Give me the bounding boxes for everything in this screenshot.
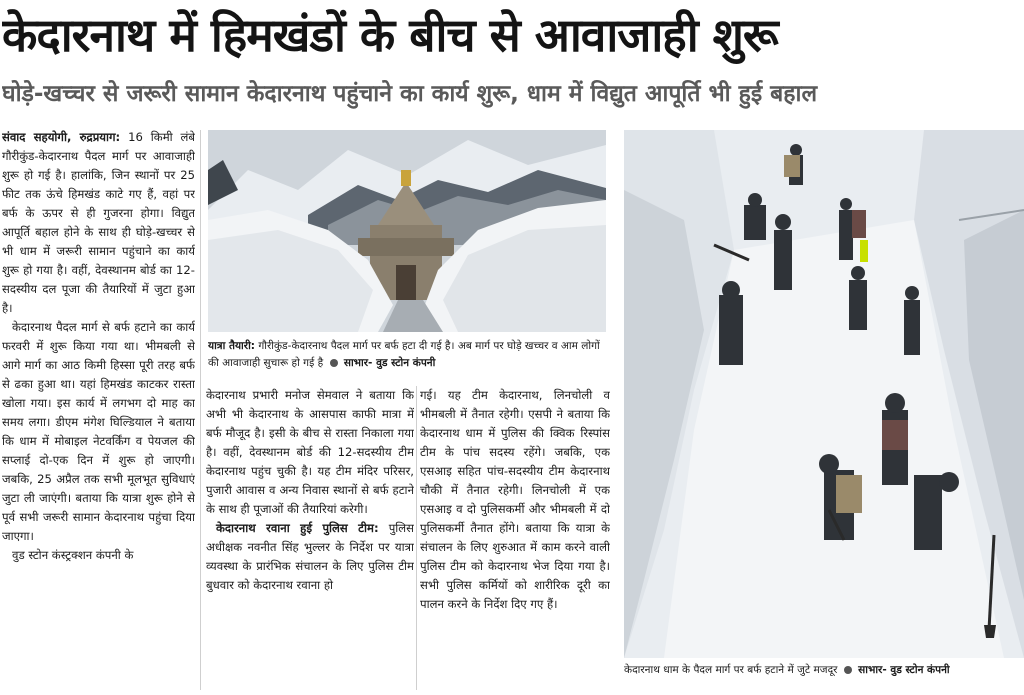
headline: केदारनाथ में हिमखंडों के बीच से आवाजाही शुरू (2, 8, 778, 62)
column2-para2-text: पुलिस अधीक्षक नवनीत सिंह भुल्लर के निर्देश पर यात्रा व्यवस्था के प्रारंभिक संचालन के लिए पुलिस टीम बुधवार को केदारनाथ रवाना हो (206, 521, 414, 592)
snow-clearing-workers-photo (624, 130, 1024, 658)
column2-paragraph-2 (206, 519, 414, 595)
photo1-caption-text: गौरीकुंड-केदारनाथ पैदल मार्ग पर बर्फ हटा दी गई है। अब मार्ग पर घोड़े खच्चर व आम लोगों की आवाजाही सुचारू हो गई है (208, 340, 600, 369)
byline: संवाद सहयोगी, रुद्रप्रयाग: (2, 130, 121, 144)
kedarnath-temple-photo (208, 130, 606, 332)
bullet-icon (844, 666, 852, 674)
police-team-subhead: केदारनाथ रवाना हुई पुलिस टीम: (216, 521, 379, 535)
column1-para1-text: 16 किमी लंबे गौरीकुंड-केदारनाथ पैदल मार्ग पर आवाजाही शुरू हो गई है। हालांकि, जिन स्थानों पर 25 फीट तक ऊंचे हिमखंड काटे गए हैं, वहां पर बर्फ के ऊपर से ही गुजरना होगा। विद्युत आपूर्ति बहाल होने के साथ ही घोड़े-खच्चर से भी धाम में जरूरी सामान पहुंचाने का कार्य शुरू हो गया है। वहीं, देवस्थानम बोर्ड का 12-सदस्यीय दल पूजा की तैयारियों में जुटा हुआ है। (2, 130, 195, 315)
photo1-caption-label: यात्रा तैयारी: (208, 340, 255, 352)
column-divider (416, 386, 417, 690)
photo2-caption (624, 662, 1024, 682)
photo2-credit: साभार- वुड स्टोन कंपनी (858, 664, 950, 676)
column1-paragraph-3: वुड स्टोन कंस्ट्रक्शन कंपनी के (12, 548, 134, 562)
article-column-1 (2, 128, 195, 690)
photo2-caption-text: केदारनाथ धाम के पैदल मार्ग पर बर्फ हटाने में जुटे मजदूर (624, 664, 838, 676)
column1-paragraph-2: केदारनाथ पैदल मार्ग से बर्फ हटाने का कार्य फरवरी में शुरू किया गया था। भीमबली से आगे मार्ग का आठ किमी हिस्सा पूरी तरह बर्फ से ढका हुआ था। यहां हिमखंड काटकर रास्ता खोला गया। इस कार्य में लगभग दो माह का समय लगा। डीएम मंगेश घिल्डियाल ने बताया कि धाम में मोबाइल नेटवर्किंग व पेयजल की सप्लाई दो-एक दिन में शुरू हो जाएगी। जबकि, 25 अप्रैल तक सभी मूलभूत सुविधाएं जुटा ली जाएंगी। बताया कि यात्रा शुरू होने से पूर्व सभी जरूरी सामान केदारनाथ पहुंचा दिया जाएगा। (2, 320, 195, 543)
photo1-caption (208, 338, 608, 376)
column-divider (200, 130, 201, 690)
photo1-credit: साभार- वुड स्टोन कंपनी (343, 357, 436, 369)
article-column-2 (206, 386, 414, 690)
article-column-3 (420, 386, 610, 690)
subheadline: घोड़े-खच्चर से जरूरी सामान केदारनाथ पहुंचाने का कार्य शुरू, धाम में विद्युत आपूर्ति भी हुई बहाल (2, 81, 818, 107)
column3-paragraph-1: गई। यह टीम केदारनाथ, लिनचोली व भीमबली में तैनात रहेगी। एसपी ने बताया कि केदारनाथ धाम में पुलिस की क्विक रिस्पांस टीम के पांच सदस्य रहेंगे। जबकि, एक एसआइ सहित पांच-सदस्यीय टीम केदारनाथ चौकी में तैनात रहेगी। लिनचोली में एक एसआइ व दो पुलिसकर्मी और भीमबली में दो पुलिसकर्मी तैनात होंगे। बताया कि यात्रा के संचालन के लिए शुरुआत में काम करने वाली पुलिस टीम को केदारनाथ भेज दिया गया है। सभी पुलिस कर्मियों को शारीरिक दूरी का पालन करने के निर्देश दिए गए हैं। (420, 388, 610, 611)
column2-paragraph-1: केदारनाथ प्रभारी मनोज सेमवाल ने बताया कि अभी भी केदारनाथ के आसपास काफी मात्रा में बर्फ मौजूद है। इसी के बीच से रास्ता निकाला गया है। वहीं, देवस्थानम बोर्ड की 12-सदस्यीय टीम केदारनाथ पहुंच चुकी है। यह टीम मंदिर परिसर, पुजारी आवास व अन्य निवास स्थानों से बर्फ हटाने के साथ ही पूजाओं की तैयारियां करेगी। (206, 388, 414, 516)
bullet-icon (330, 359, 338, 367)
column1-paragraph-1 (2, 128, 195, 318)
